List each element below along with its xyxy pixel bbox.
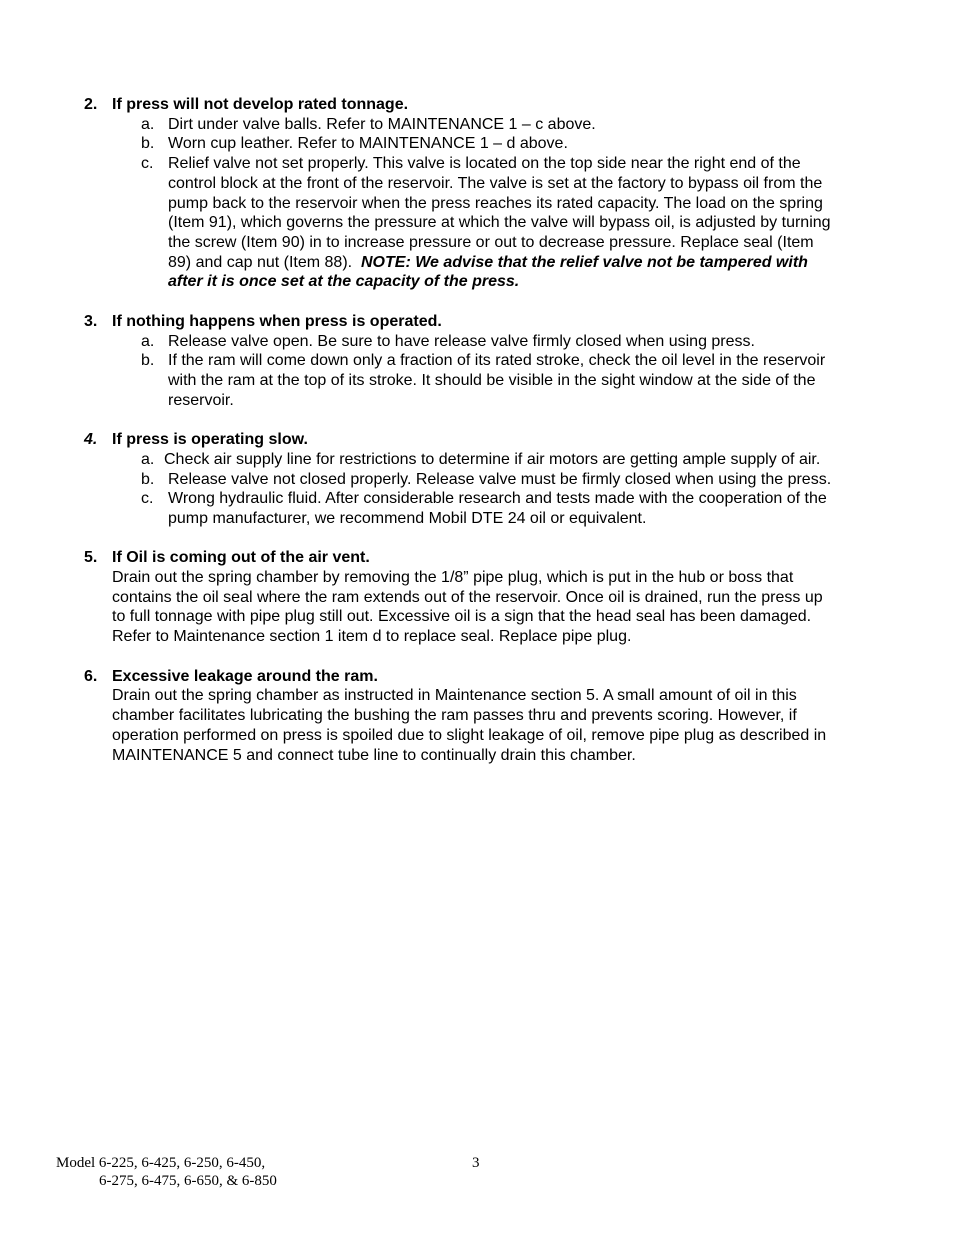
item-text: pump manufacturer, we recommend Mobil DTE 24 oil or equivalent. <box>168 510 647 527</box>
item-letter: a. <box>141 451 155 468</box>
note-text: after it is once set at the capacity of the press. <box>168 273 520 290</box>
section-number: 2. <box>84 96 98 113</box>
footer-model-line-1: Model 6-225, 6-425, 6-250, 6-450, <box>56 1155 266 1171</box>
item-text: Wrong hydraulic fluid. After considerable research and tests made with the cooperation of the <box>168 490 827 507</box>
section-heading: If Oil is coming out of the air vent. <box>112 549 370 566</box>
item-letter: a. <box>141 333 155 350</box>
section-heading: If nothing happens when press is operated. <box>112 313 442 330</box>
paragraph-line: Refer to Maintenance section 1 item d to replace seal. Replace pipe plug. <box>112 628 632 645</box>
item-text: If the ram will come down only a fraction of its rated stroke, check the oil level in the reservoir <box>168 352 826 369</box>
item-text: with the ram at the top of its stroke. It should be visible in the sight window at the side of the <box>168 372 816 389</box>
item-text-with-note <box>168 253 808 273</box>
item-text: Dirt under valve balls. Refer to MAINTENANCE 1 – c above. <box>168 116 596 133</box>
item-text: the screw (Item 90) in to increase pressure or out to decrease pressure. Replace seal (Item <box>168 234 814 251</box>
item-text: (Item 91), which governs the pressure at which the valve will bypass oil, is adjusted by turning <box>168 214 831 231</box>
section-number: 3. <box>84 313 98 330</box>
item-text: Worn cup leather. Refer to MAINTENANCE 1 – d above. <box>168 135 568 152</box>
paragraph-line: contains the oil seal where the ram extends out of the reservoir. Once oil is drained, run the press up <box>112 589 823 606</box>
item-letter: b. <box>141 471 155 488</box>
item-text: reservoir. <box>168 392 234 409</box>
item-letter: b. <box>141 135 155 152</box>
footer-model-line-2: 6-275, 6-475, 6-650, & 6-850 <box>99 1173 277 1189</box>
item-text: Relief valve not set properly. This valve is located on the top side near the right end of the <box>168 155 801 172</box>
item-text: pump back to the reservoir when the press reaches its rated capacity. The load on the spring <box>168 195 823 212</box>
item-letter: b. <box>141 352 155 369</box>
section-heading: If press is operating slow. <box>112 431 308 448</box>
section-number: 5. <box>84 549 98 566</box>
item-text: Check air supply line for restrictions to determine if air motors are getting ample supply of air. <box>164 451 821 468</box>
page-number: 3 <box>472 1155 480 1171</box>
section-heading: Excessive leakage around the ram. <box>112 668 378 685</box>
item-letter: c. <box>141 155 154 172</box>
item-text: control block at the front of the reservoir. The valve is set at the factory to bypass oil from the <box>168 175 823 192</box>
paragraph-line: chamber facilitates lubricating the bushing the ram passes thru and prevents scoring. However, if <box>112 707 797 724</box>
item-text: 89) and cap nut (Item 88). <box>168 254 361 271</box>
item-letter: a. <box>141 116 155 133</box>
paragraph-line: Drain out the spring chamber as instructed in Maintenance section 5. A small amount of oil in this <box>112 687 797 704</box>
item-letter: c. <box>141 490 154 507</box>
section-number: 4. <box>84 431 98 448</box>
note-text: NOTE: We advise that the relief valve not be tampered with <box>361 254 808 271</box>
item-text: Release valve not closed properly. Release valve must be firmly closed when using the press. <box>168 471 832 488</box>
paragraph-line: MAINTENANCE 5 and connect tube line to continually drain this chamber. <box>112 747 636 764</box>
paragraph-line: Drain out the spring chamber by removing the 1/8” pipe plug, which is put in the hub or boss that <box>112 569 794 586</box>
section-heading: If press will not develop rated tonnage. <box>112 96 409 113</box>
paragraph-line: to full tonnage with pipe plug still out. Excessive oil is a sign that the head seal has been damaged. <box>112 608 812 625</box>
section-number: 6. <box>84 668 98 685</box>
item-text: Release valve open. Be sure to have release valve firmly closed when using press. <box>168 333 755 350</box>
paragraph-line: operation performed on press is spoiled due to slight leakage of oil, remove pipe plug as described in <box>112 727 827 744</box>
